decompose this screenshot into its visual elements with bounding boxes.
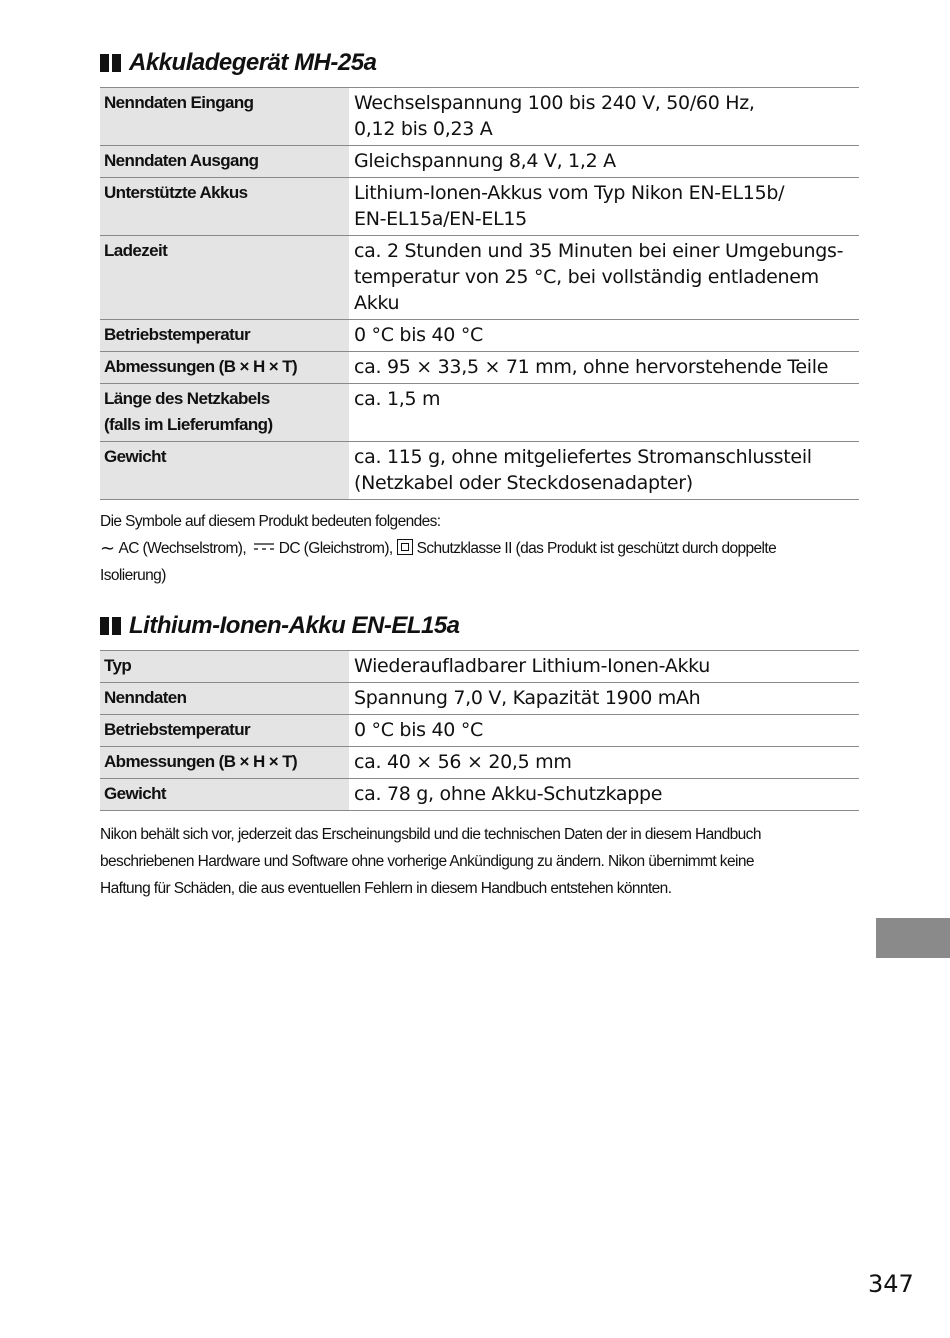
spec-label-line: Betriebstemperatur — [104, 325, 251, 344]
spec-label — [100, 352, 349, 384]
spec-row — [100, 236, 859, 320]
spec-value-line: temperatur von 25 °C, bei vollständig entladenem — [354, 266, 819, 288]
spec-value — [349, 320, 859, 352]
spec-value-line: Lithium-Ionen-Akkus vom Typ Nikon EN-EL15b/ — [354, 182, 785, 204]
page-content — [100, 44, 860, 902]
spec-label — [100, 384, 349, 442]
battery-section — [100, 607, 860, 811]
spec-value-line: EN-EL15a/EN-EL15 — [354, 208, 527, 230]
spec-value-line: ca. 115 g, ohne mitgeliefertes Stromanschlussteil — [354, 446, 812, 468]
spec-label-line: Unterstützte Akkus — [104, 183, 248, 202]
spec-row — [100, 384, 859, 442]
spec-label-line: Typ — [104, 656, 132, 675]
spec-label-line: Ladezeit — [104, 241, 168, 260]
section-marker-icon — [100, 617, 121, 635]
spec-label — [100, 715, 349, 747]
spec-value-line: Akku — [354, 292, 400, 314]
spec-label — [100, 747, 349, 779]
disclaimer-line: Nikon behält sich vor, jederzeit das Erscheinungsbild und die technischen Daten der in diesem Handbuch — [100, 826, 761, 843]
spec-row — [100, 146, 859, 178]
symbols-intro: Die Symbole auf diesem Produkt bedeuten folgendes: — [100, 513, 441, 530]
disclaimer — [100, 821, 860, 902]
symbol-class-text: Schutzklasse II (das Produkt ist geschützt durch doppelte — [416, 540, 777, 557]
spec-label-line: Nenndaten Ausgang — [104, 151, 259, 170]
spec-value-line: Wiederaufladbarer Lithium-Ionen-Akku — [354, 655, 711, 677]
spec-label-line: Länge des Netzkabels — [104, 389, 270, 408]
spec-row — [100, 651, 859, 683]
ac-symbol-icon: ∼ — [100, 538, 115, 558]
charger-spec-table — [100, 87, 859, 500]
page-number: 347 — [868, 1270, 914, 1298]
section-title: Akkuladegerät MH-25a — [129, 49, 377, 76]
section-title: Lithium-Ionen-Akku EN-EL15a — [129, 612, 460, 639]
spec-label-line: Abmessungen (B × H × T) — [104, 752, 298, 771]
spec-value-line: ca. 95 × 33,5 × 71 mm, ohne hervorstehende Teile — [354, 356, 829, 378]
spec-row — [100, 779, 859, 811]
spec-value-line: Wechselspannung 100 bis 240 V, 50/60 Hz, — [354, 92, 755, 114]
symbol-class-text-cont: Isolierung) — [100, 567, 166, 584]
spec-label — [100, 88, 349, 146]
spec-value — [349, 146, 859, 178]
symbols-note — [100, 508, 860, 589]
spec-value — [349, 779, 859, 811]
spec-value — [349, 715, 859, 747]
spec-value — [349, 747, 859, 779]
spec-value — [349, 236, 859, 320]
spec-label — [100, 146, 349, 178]
spec-value-line: Spannung 7,0 V, Kapazität 1900 mAh — [354, 687, 701, 709]
disclaimer-line: beschriebenen Hardware und Software ohne vorherige Ankündigung zu ändern. Nikon übernimmt keine — [100, 853, 754, 870]
section-marker-icon — [100, 54, 121, 72]
spec-value-line: 0,12 bis 0,23 A — [354, 118, 493, 140]
spec-value-line: (Netzkabel oder Steckdosenadapter) — [354, 472, 693, 494]
spec-label-line: Gewicht — [104, 447, 166, 466]
spec-value-line: ca. 2 Stunden und 35 Minuten bei einer Umgebungs- — [354, 240, 844, 262]
spec-value-line: 0 °C bis 40 °C — [354, 719, 483, 741]
spec-value-line: ca. 1,5 m — [354, 388, 441, 410]
spec-row — [100, 683, 859, 715]
spec-label — [100, 236, 349, 320]
battery-spec-table — [100, 650, 859, 811]
spec-value — [349, 178, 859, 236]
spec-value — [349, 442, 859, 500]
spec-label — [100, 442, 349, 500]
spec-value — [349, 88, 859, 146]
spec-row — [100, 88, 859, 146]
spec-label-line: Abmessungen (B × H × T) — [104, 357, 298, 376]
spec-row — [100, 178, 859, 236]
spec-label — [100, 178, 349, 236]
spec-label-line: Nenndaten — [104, 688, 187, 707]
symbol-ac-text: AC (Wechselstrom), — [118, 540, 247, 557]
spec-label-line: Gewicht — [104, 784, 166, 803]
spec-label — [100, 651, 349, 683]
spec-label-line: Nenndaten Eingang — [104, 93, 254, 112]
protection-class-ii-icon — [397, 539, 413, 555]
spec-value — [349, 352, 859, 384]
section-heading-battery — [100, 607, 860, 645]
spec-row — [100, 320, 859, 352]
spec-label-line: Betriebstemperatur — [104, 720, 251, 739]
spec-label — [100, 683, 349, 715]
spec-value-line: ca. 78 g, ohne Akku-Schutzkappe — [354, 783, 663, 805]
spec-value-line: Gleichspannung 8,4 V, 1,2 A — [354, 150, 616, 172]
spec-label-line: (falls im Lieferumfang) — [104, 415, 273, 434]
spec-value-line: ca. 40 × 56 × 20,5 mm — [354, 751, 572, 773]
spec-value — [349, 683, 859, 715]
spec-label — [100, 320, 349, 352]
spec-row — [100, 352, 859, 384]
dc-symbol-icon — [253, 542, 275, 552]
spec-row — [100, 747, 859, 779]
section-heading-charger — [100, 44, 860, 82]
spec-row — [100, 715, 859, 747]
disclaimer-line: Haftung für Schäden, die aus eventuellen Fehlern in diesem Handbuch entstehen könnten. — [100, 880, 672, 897]
spec-row — [100, 442, 859, 500]
spec-value-line: 0 °C bis 40 °C — [354, 324, 483, 346]
spec-value — [349, 651, 859, 683]
spec-label — [100, 779, 349, 811]
symbols-line — [100, 535, 860, 562]
chapter-tab — [876, 918, 950, 958]
symbol-dc-text: DC (Gleichstrom), — [278, 540, 393, 557]
spec-value — [349, 384, 859, 442]
